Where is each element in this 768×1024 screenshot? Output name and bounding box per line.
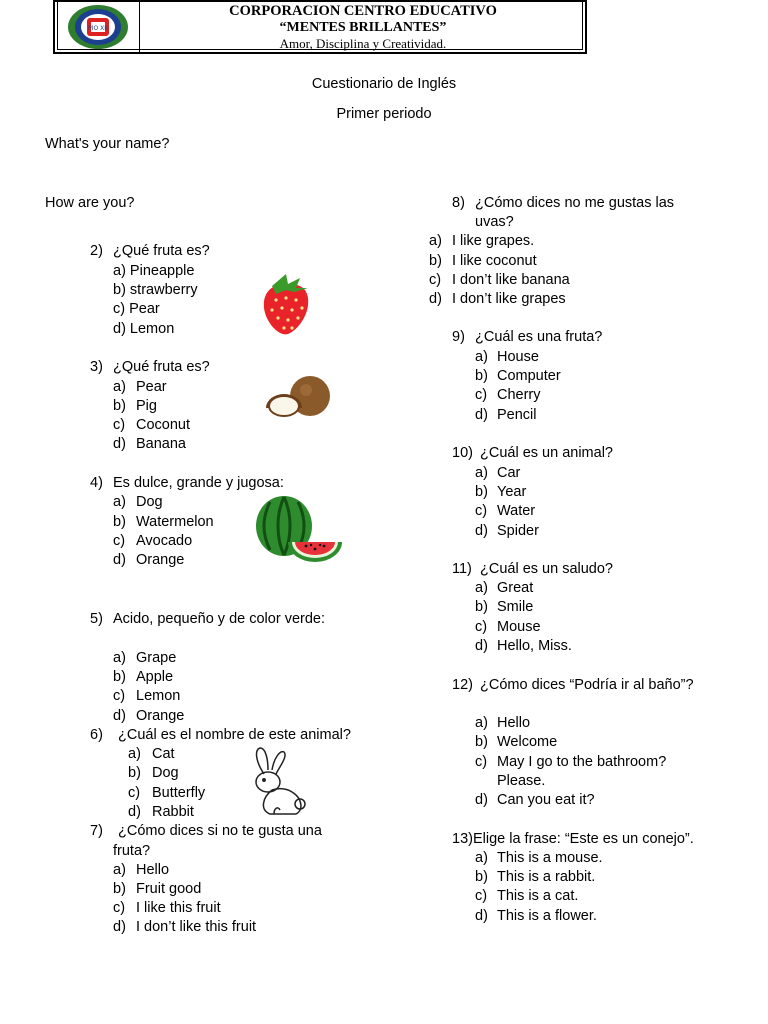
answer-option: b) strawberry xyxy=(113,282,198,298)
answer-option: Great xyxy=(497,580,534,596)
school-subtitle: “MENTES BRILLANTES” xyxy=(279,20,447,35)
answer-option: I like this fruit xyxy=(136,900,221,916)
answer-letter: d) xyxy=(429,291,442,307)
answer-letter: d) xyxy=(113,436,126,452)
answer-option: Pig xyxy=(136,398,157,414)
answer-letter: c) xyxy=(429,272,442,288)
answer-option: I like grapes. xyxy=(452,233,535,249)
answer-letter: c) xyxy=(113,900,126,916)
answer-letter: a) xyxy=(113,494,126,510)
question-number: 3) xyxy=(90,359,103,375)
question-text: ¿Cuál es una fruta? xyxy=(475,329,603,345)
question-name: What's your name? xyxy=(45,136,170,152)
question-number: 8) xyxy=(452,195,465,211)
answer-option: Grape xyxy=(136,650,177,666)
school-header xyxy=(53,0,587,54)
answer-letter: b) xyxy=(113,881,126,897)
answer-option: I like coconut xyxy=(452,253,537,269)
answer-option: Smile xyxy=(497,599,534,615)
answer-letter: b) xyxy=(475,599,488,615)
answer-option: I don’t like this fruit xyxy=(136,919,257,935)
answer-letter: a) xyxy=(475,715,488,731)
answer-option: Dog xyxy=(136,494,163,510)
question-number: 4) xyxy=(90,475,103,491)
page-subtitle: Primer periodo xyxy=(336,106,432,122)
question-number: 6) xyxy=(90,727,103,743)
question-number: 5) xyxy=(90,611,103,627)
answer-option: I don’t like grapes xyxy=(452,291,566,307)
answer-letter: d) xyxy=(475,523,488,539)
answer-option: Computer xyxy=(497,368,561,384)
question-text: ¿Cómo dices si no te gusta una xyxy=(118,823,322,839)
question-text: ¿Cómo dices no me gustas las xyxy=(475,195,675,211)
school-motto: Amor, Disciplina y Creatividad. xyxy=(279,36,447,51)
answer-option: Water xyxy=(497,503,536,519)
answer-option: Butterfly xyxy=(152,785,206,801)
answer-option: Mouse xyxy=(497,619,541,635)
answer-letter: a) xyxy=(475,580,488,596)
school-seal-icon xyxy=(61,4,135,50)
answer-option: Cherry xyxy=(497,387,541,403)
question-text: fruta? xyxy=(113,843,151,859)
answer-letter: a) xyxy=(475,465,488,481)
answer-option: Rabbit xyxy=(152,804,194,820)
answer-option: Cat xyxy=(152,746,175,762)
answer-letter: b) xyxy=(113,514,126,530)
answer-option: c) Pear xyxy=(113,301,160,317)
question-text: ¿Cómo dices “Podría ir al baño”? xyxy=(480,677,694,693)
question-text: Es dulce, grande y jugosa: xyxy=(113,475,284,491)
answer-option: Coconut xyxy=(136,417,191,433)
answer-option: This is a rabbit. xyxy=(497,869,596,885)
answer-option: Pencil xyxy=(497,407,537,423)
answer-letter: c) xyxy=(475,503,488,519)
answer-option: This is a mouse. xyxy=(497,850,603,866)
answer-letter: c) xyxy=(475,619,488,635)
school-name: CORPORACION CENTRO EDUCATIVO xyxy=(229,3,497,19)
answer-option: This is a cat. xyxy=(497,888,579,904)
answer-letter: d) xyxy=(128,804,141,820)
answer-letter: a) xyxy=(128,746,141,762)
answer-option: Welcome xyxy=(497,734,558,750)
answer-option: Please. xyxy=(497,773,546,789)
watermelon-icon xyxy=(254,494,346,566)
answer-option: Car xyxy=(497,465,521,481)
question-text: Acido, pequeño y de color verde: xyxy=(113,611,325,627)
answer-letter: d) xyxy=(113,919,126,935)
answer-letter: b) xyxy=(113,398,126,414)
answer-option: Lemon xyxy=(136,688,181,704)
answer-letter: a) xyxy=(475,850,488,866)
question-number: 7) xyxy=(90,823,103,839)
answer-option: Watermelon xyxy=(136,514,214,530)
answer-letter: c) xyxy=(113,688,126,704)
coconut-icon xyxy=(262,372,334,424)
page-title: Cuestionario de Inglés xyxy=(311,76,457,92)
answer-letter: a) xyxy=(113,650,126,666)
answer-option: House xyxy=(497,349,539,365)
question-text: ¿Cuál es un animal? xyxy=(480,445,613,461)
answer-letter: b) xyxy=(475,734,488,750)
answer-letter: d) xyxy=(475,792,488,808)
answer-option: Fruit good xyxy=(136,881,202,897)
answer-option: Dog xyxy=(152,765,179,781)
question-text: uvas? xyxy=(475,214,514,230)
answer-letter: b) xyxy=(128,765,141,781)
answer-letter: a) xyxy=(429,233,442,249)
answer-option: Orange xyxy=(136,552,185,568)
answer-letter: d) xyxy=(475,908,488,924)
question-how-are-you: How are you? xyxy=(45,195,135,211)
question-number: 11) xyxy=(452,561,472,577)
answer-letter: a) xyxy=(113,379,126,395)
answer-option: d) Lemon xyxy=(113,321,175,337)
answer-option: Hello xyxy=(497,715,531,731)
question-text: ¿Qué fruta es? xyxy=(113,359,210,375)
answer-letter: c) xyxy=(113,417,126,433)
header-divider xyxy=(139,2,140,52)
question-text: ¿Qué fruta es? xyxy=(113,243,210,259)
question-number: 2) xyxy=(90,243,103,259)
answer-letter: c) xyxy=(475,888,488,904)
answer-option: Year xyxy=(497,484,527,500)
question-number: 12) xyxy=(452,677,473,693)
answer-option: Hello xyxy=(136,862,170,878)
answer-option: Hello, Miss. xyxy=(497,638,572,654)
question-number: 9) xyxy=(452,329,465,345)
question-text: 13)Elige la frase: “Este es un conejo”. xyxy=(452,831,694,847)
answer-letter: b) xyxy=(475,869,488,885)
answer-letter: a) xyxy=(475,349,488,365)
answer-letter: c) xyxy=(475,754,488,770)
answer-letter: b) xyxy=(429,253,442,269)
answer-option: Avocado xyxy=(136,533,193,549)
answer-option: Banana xyxy=(136,436,186,452)
answer-option: Spider xyxy=(497,523,539,539)
strawberry-icon xyxy=(258,270,314,338)
answer-letter: b) xyxy=(475,368,488,384)
answer-letter: d) xyxy=(475,407,488,423)
answer-option: Pear xyxy=(136,379,167,395)
answer-letter: d) xyxy=(113,552,126,568)
answer-option: Can you eat it? xyxy=(497,792,595,808)
seal-text: PIO XII xyxy=(88,25,108,32)
answer-option: a) Pineapple xyxy=(113,263,195,279)
answer-letter: b) xyxy=(113,669,126,685)
question-text: ¿Cuál es el nombre de este animal? xyxy=(118,727,351,743)
answer-option: This is a flower. xyxy=(497,908,597,924)
answer-letter: a) xyxy=(113,862,126,878)
question-text: ¿Cuál es un saludo? xyxy=(480,561,613,577)
rabbit-icon xyxy=(246,746,308,818)
answer-letter: d) xyxy=(475,638,488,654)
answer-letter: c) xyxy=(475,387,488,403)
answer-option: May I go to the bathroom? xyxy=(497,754,667,770)
answer-letter: c) xyxy=(128,785,141,801)
answer-letter: b) xyxy=(475,484,488,500)
answer-letter: d) xyxy=(113,708,126,724)
answer-option: Apple xyxy=(136,669,174,685)
answer-option: I don’t like banana xyxy=(452,272,570,288)
answer-letter: c) xyxy=(113,533,126,549)
answer-option: Orange xyxy=(136,708,185,724)
question-number: 10) xyxy=(452,445,473,461)
